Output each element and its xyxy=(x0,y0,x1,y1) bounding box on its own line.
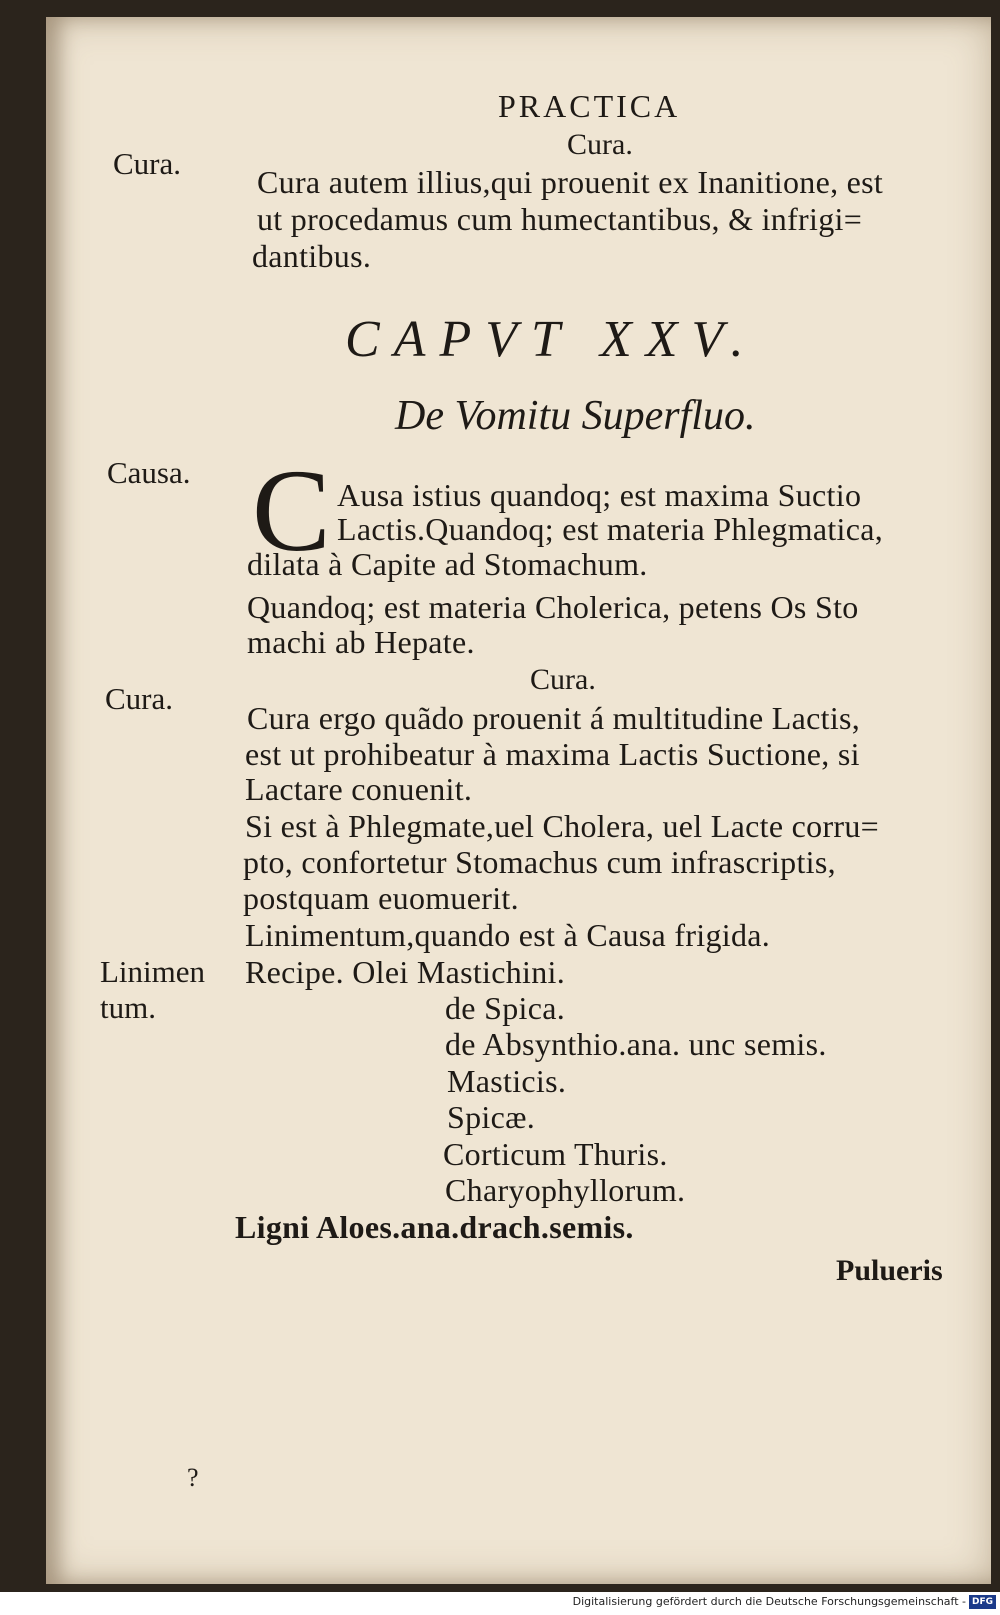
text-line: Lactis.Quandoq; est materia Phlegmatica, xyxy=(337,511,884,547)
section-heading-cura: Cura. xyxy=(530,663,596,696)
recipe-item: de Absynthio.ana. unc semis. xyxy=(445,1026,827,1062)
recipe-item: Charyophyllorum. xyxy=(445,1172,686,1208)
text-line: postquam euomuerit. xyxy=(243,880,519,916)
text-line: ut procedamus cum humectantibus, & infrigi= xyxy=(257,201,863,237)
recipe-item: Spicæ. xyxy=(447,1099,536,1135)
text-line: Ausa istius quandoq; est maxima Suctio xyxy=(337,477,862,513)
chapter-subtitle: De Vomitu Superfluo. xyxy=(395,393,756,439)
text-line: dantibus. xyxy=(252,238,372,274)
margin-note-linimentum: tum. xyxy=(100,990,156,1025)
signature-mark: ? xyxy=(187,1463,199,1492)
text-line: est ut prohibeatur à maxima Lactis Suctione, si xyxy=(245,736,860,772)
text-line: dilata à Capite ad Stomachum. xyxy=(247,546,648,582)
running-head: PRACTICA xyxy=(498,88,681,124)
footer-credit: Digitalisierung gefördert durch die Deutsche Forschungsgemeinschaft - xyxy=(572,1595,966,1608)
chapter-title: CAPVT XXV. xyxy=(345,311,758,368)
margin-note-linimentum: Linimen xyxy=(100,954,206,989)
recipe-line: Recipe. Olei Mastichini. xyxy=(245,954,566,990)
dfg-logo-icon: DFG xyxy=(969,1595,996,1609)
catchword: Pulueris xyxy=(836,1254,943,1287)
text-line: machi ab Hepate. xyxy=(247,624,475,660)
drop-cap: C xyxy=(252,445,331,576)
recipe-line: Ligni Aloes.ana.drach.semis. xyxy=(235,1209,634,1245)
text-line: Linimentum,quando est à Causa frigida. xyxy=(245,917,771,953)
margin-note-cura: Cura. xyxy=(113,146,182,181)
book-page xyxy=(46,17,991,1584)
recipe-item: de Spica. xyxy=(445,990,565,1026)
recipe-item: Corticum Thuris. xyxy=(443,1136,668,1172)
text-line: Cura ergo quãdo prouenit á multitudine Lactis, xyxy=(247,700,861,736)
recipe-item: Masticis. xyxy=(447,1063,567,1099)
text-line: Si est à Phlegmate,uel Cholera, uel Lacte corru= xyxy=(245,808,880,844)
margin-note-causa: Causa. xyxy=(107,455,191,490)
text-line: Lactare conuenit. xyxy=(245,771,473,807)
text-line: Cura autem illius,qui prouenit ex Inanitione, est xyxy=(257,164,884,200)
margin-note-cura: Cura. xyxy=(105,681,174,716)
text-line: pto, confortetur Stomachus cum infrascriptis, xyxy=(243,844,836,880)
text-line: Quandoq; est materia Cholerica, petens Os Sto xyxy=(247,589,859,625)
section-heading-cura: Cura. xyxy=(567,128,633,161)
